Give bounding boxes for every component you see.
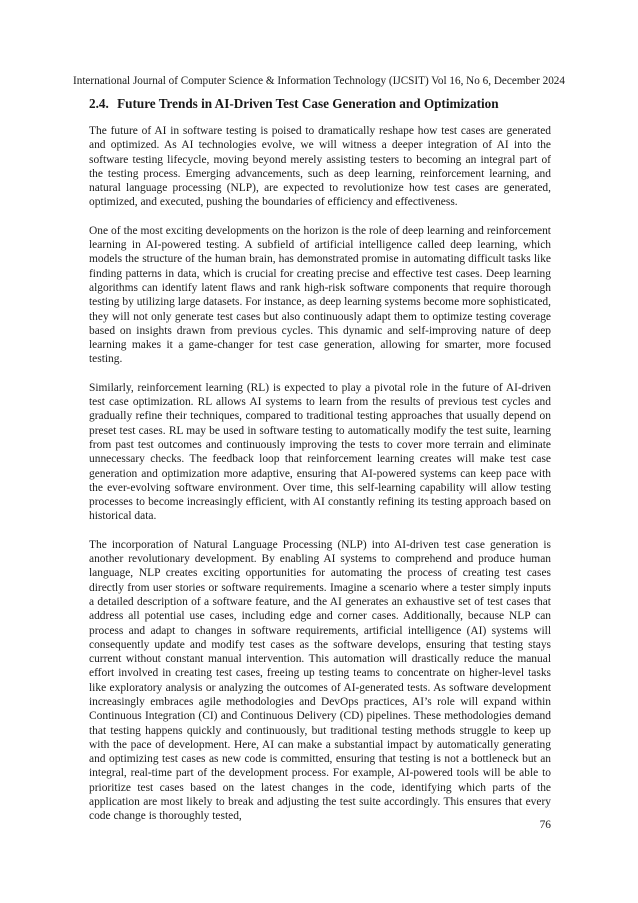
section-title: Future Trends in AI-Driven Test Case Generation and Optimization bbox=[117, 96, 499, 111]
paragraph-reinforcement-learning: Similarly, reinforcement learning (RL) is expected to play a pivotal role in the future of AI-driven test case optimization. RL allows AI systems to learn from the results of previous test cycles and gradually refine their techniques, compared to traditional testing approaches that usually depend on preset test cases. RL may be used in software testing to automatically modify the test suite, learning from past test outcomes and continuously improving the tests to cover more terrain and eliminate unnecessary checks. The feedback loop that reinforcement learning creates will make test case generation and optimization more adaptive, ensuring that AI-powered systems can keep pace with the ever-evolving software environment. Over time, this self-learning capability will allow testing processes to become increasingly efficient, with AI constantly refining its testing approach based on historical data. bbox=[89, 381, 551, 523]
page-body bbox=[89, 96, 551, 838]
paragraph-intro: The future of AI in software testing is poised to dramatically reshape how test cases are generated and optimized. As AI technologies evolve, we will witness a deeper integration of AI into the software testing lifecycle, moving beyond merely assisting testers to becoming an integral part of the testing process. Emerging advancements, such as deep learning, reinforcement learning, and natural language processing (NLP), are expected to revolutionize how test cases are generated, optimized, and executed, pushing the boundaries of efficiency and effectiveness. bbox=[89, 125, 551, 209]
paragraph-deep-learning: One of the most exciting developments on the horizon is the role of deep learning and reinforcement learning in AI-powered testing. A subfield of artificial intelligence called deep learning, which models the structure of the human brain, has demonstrated promise in automating difficult tasks like finding patterns in data, which is crucial for creating precise and effective test cases. Deep learning algorithms can identify latent flaws and rank high-risk software components that require thorough testing by utilizing large datasets. For instance, as deep learning systems become more sophisticated, they will not only generate test cases but also continuously adapt them to optimize testing coverage based on insights drawn from previous cycles. This dynamic and self-improving nature of deep learning makes it a game-changer for test case generation, allowing for smarter, more focused testing. bbox=[89, 224, 551, 366]
paragraph-nlp: The incorporation of Natural Language Processing (NLP) into AI-driven test case generation is another revolutionary development. By enabling AI systems to comprehend and produce human language, NLP creates exciting opportunities for automating the process of creating test cases directly from user stories or software requirements. Imagine a scenario where a tester simply inputs a detailed description of a software feature, and the AI generates an exhaustive set of test cases that address all potential use cases, including edge and corner cases. Additionally, because NLP can process and adapt to changes in software requirements, artificial intelligence (AI) systems will consequently update and modify test cases as the software develops, ensuring that testing stays current without constant manual intervention. This automation will drastically reduce the manual effort involved in creating test cases, freeing up testing teams to concentrate on higher-level tasks like exploratory analysis or analyzing the outcomes of AI-generated tests. As software development increasingly embraces agile methodologies and DevOps practices, AI’s role will expand within Continuous Integration (CI) and Continuous Delivery (CD) pipelines. These methodologies demand that testing happens quickly and continuously, but traditional testing methods struggle to keep up with the pace of development. Here, AI can make a substantial impact by automatically generating and optimizing test cases as new code is committed, ensuring that testing is not a bottleneck but an integral, real-time part of the development process. For example, AI-powered tools will be able to prioritize test cases based on the latest changes in the code, identifying which parts of the application are most likely to break and adjusting the test suite accordingly. This ensures that every code change is thoroughly tested, bbox=[89, 538, 551, 823]
running-header: International Journal of Computer Science & Information Technology (IJCSIT) Vol 16, No 6, December 2024 bbox=[73, 75, 565, 87]
section-heading bbox=[89, 96, 551, 112]
page-number: 76 bbox=[539, 819, 551, 831]
section-number: 2.4. bbox=[89, 96, 109, 111]
